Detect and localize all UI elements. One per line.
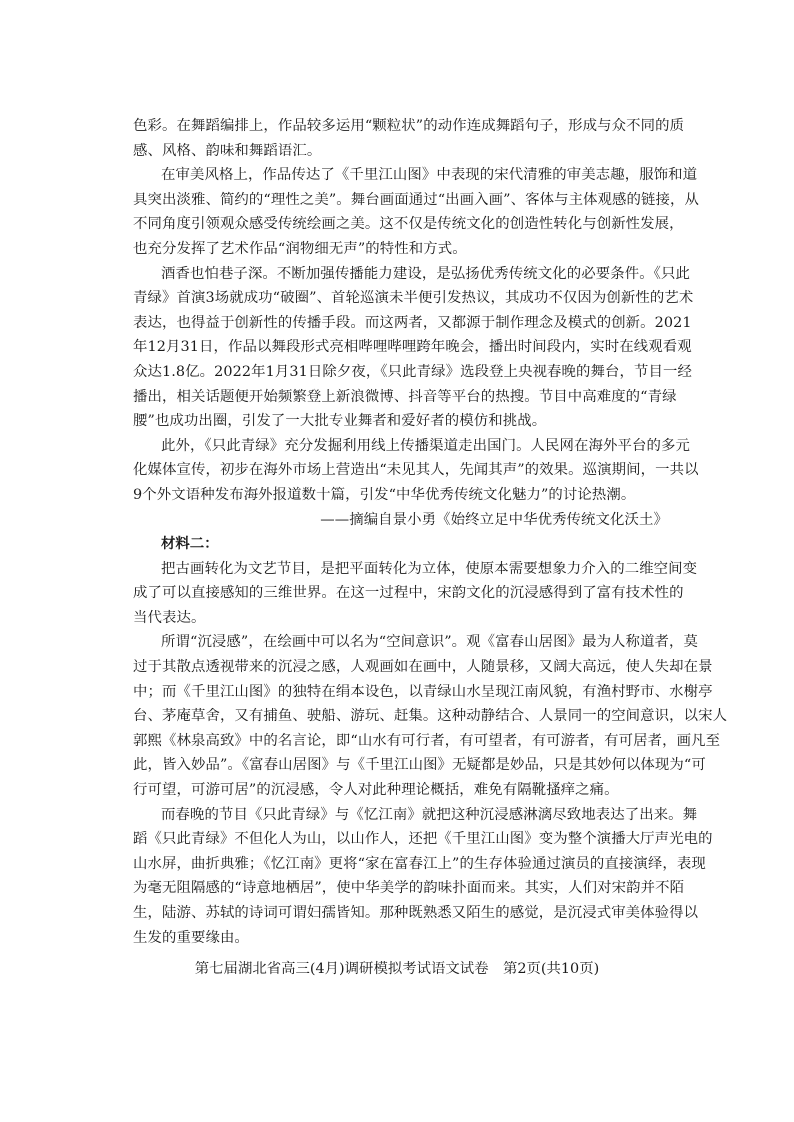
paragraph <box>133 630 728 802</box>
exam-page-body <box>133 114 728 950</box>
text-line: 在审美风格上，作品传达了《千里江山图》中表现的宋代清雅的审美志趣，服饰和道 <box>161 167 698 184</box>
page-footer: 第七届湖北省高三(4月)调研模拟考试语文试卷 第2页(共10页) <box>194 961 600 977</box>
text-line: 青绿》首演3场就成功“破圈”、首轮巡演未半便引发热议，其成功不仅因为创新性的艺术 <box>133 290 694 307</box>
text-line: 过于其散点透视带来的沉浸之感，人观画如在画中，人随景移，又阔大高远，使人失却在景 <box>133 659 713 676</box>
text-line: 为毫无阻隔感的“诗意地栖居”，使中华美学的韵味扑面而来。其实，人们对宋韵并不陌 <box>133 880 685 897</box>
text-line: 成了可以直接感知的三维世界。在这一过程中，宋韵文化的沉浸感得到了富有技术性的 <box>133 585 684 602</box>
text-line: 色彩。在舞蹈编排上，作品较多运用“颗粒状”的动作连成舞蹈句子，形成与众不同的质 <box>133 118 685 134</box>
text-line: 年12月31日，作品以舞段形式亮相哔哩哔哩跨年晚会，播出时间段内，实时在线观看观 <box>133 339 692 356</box>
paragraph <box>133 163 699 261</box>
text-line: 具突出淡雅、简约的“理性之美”。舞台画面通过“出画入画”、客体与主体观感的链接，从 <box>133 191 699 208</box>
paragraph <box>133 557 698 631</box>
material-two-heading: 材料二： <box>161 536 219 553</box>
text-line: 把古画转化为文艺节目，是把平面转化为立体，使原本需要想象力介入的二维空间变 <box>161 560 698 577</box>
text-line: 所谓“沉浸感”，在绘画中可以名为“空间意识”。观《富春山居图》最为人称道者，莫 <box>161 634 699 651</box>
text-line: 播出，相关话题便开始频繁登上新浪微博、抖音等平台的热搜。节目中高难度的“青绿 <box>133 388 677 405</box>
text-line: 酒香也怕巷子深。不断加强传播能力建设，是弘扬优秀传统文化的必要条件。《只此 <box>161 265 690 282</box>
text-line: 表达，也得益于创新性的传播手段。而这两者，又都源于制作理念及模式的创新。2021 <box>133 314 692 331</box>
text-line: 腰”也成功出圈，引发了一大批专业舞者和爱好者的模仿和挑战。 <box>133 413 547 430</box>
text-line: 9个外文语种发布海外报道数十篇，引发“中华优秀传统文化魅力”的讨论热潮。 <box>133 486 636 503</box>
text-line: 台、茅庵草舍，又有捕鱼、驶船、游玩、赶集。这种动静结合、人景同一的空间意识，以宋人 <box>133 708 728 725</box>
text-line: 众达1.8亿。2022年1月31日除夕夜，《只此青绿》选段登上央视春晚的舞台，节目一经 <box>133 363 692 380</box>
text-line: 中；而《千里江山图》的独特在绢本设色，以青绿山水呈现江南风貌，有渔村野市、水榭亭 <box>133 683 713 700</box>
paragraph <box>133 803 713 951</box>
text-line: 也充分发挥了艺术作品“润物细无声”的特性和方式。 <box>133 240 467 257</box>
text-line: 而春晚的节目《只此青绿》与《忆江南》就把这种沉浸感淋漓尽致地表达了出来。舞 <box>161 806 698 823</box>
text-line: 生发的重要缘由。 <box>133 929 249 946</box>
source-note: ——摘编自景小勇《始终立足中华优秀传统文化沃土》 <box>320 511 668 528</box>
text-line: 当代表达。 <box>133 609 206 626</box>
paragraph <box>133 262 694 434</box>
text-line: 此，皆入妙品”。《富春山居图》与《千里江山图》无疑都是妙品，只是其妙何以体现为“可 <box>133 757 706 774</box>
text-line: 此外，《只此青绿》充分发掘利用线上传播渠道走出国门。人民网在海外平台的多元 <box>161 437 690 454</box>
text-line: 化媒体宣传，初步在海外市场上营造出“未见其人，先闻其声”的效果。巡演期间，一共以 <box>133 462 699 479</box>
text-line: 感、风格、韵味和舞蹈语汇。 <box>133 142 322 159</box>
text-line: 生，陆游、苏轼的诗词可谓妇孺皆知。那种既熟悉又陌生的感觉，是沉浸式审美体验得以 <box>133 905 699 921</box>
text-line: 行可望，可游可居”的沉浸感，令人对此种理论概括，难免有隔靴搔痒之痛。 <box>133 782 619 799</box>
text-line: 蹈《只此青绿》不但化人为山，以山作人，还把《千里江山图》变为整个演播大厅声光电的 <box>133 831 713 848</box>
paragraph <box>133 114 685 163</box>
text-line: 不同角度引领观众感受传统绘画之美。这不仅是传统文化的创造性转化与创新性发展， <box>133 216 684 233</box>
text-line: 山水屏，曲折典雅；《忆江南》更将“家在富春江上”的生存体验通过演员的直接演绎，表现 <box>133 855 706 872</box>
paragraph <box>133 434 699 508</box>
text-line: 郭熙《林泉高致》中的名言论，即“山水有可行者，有可望者，有可游者，有可居者，画凡至 <box>133 732 721 749</box>
